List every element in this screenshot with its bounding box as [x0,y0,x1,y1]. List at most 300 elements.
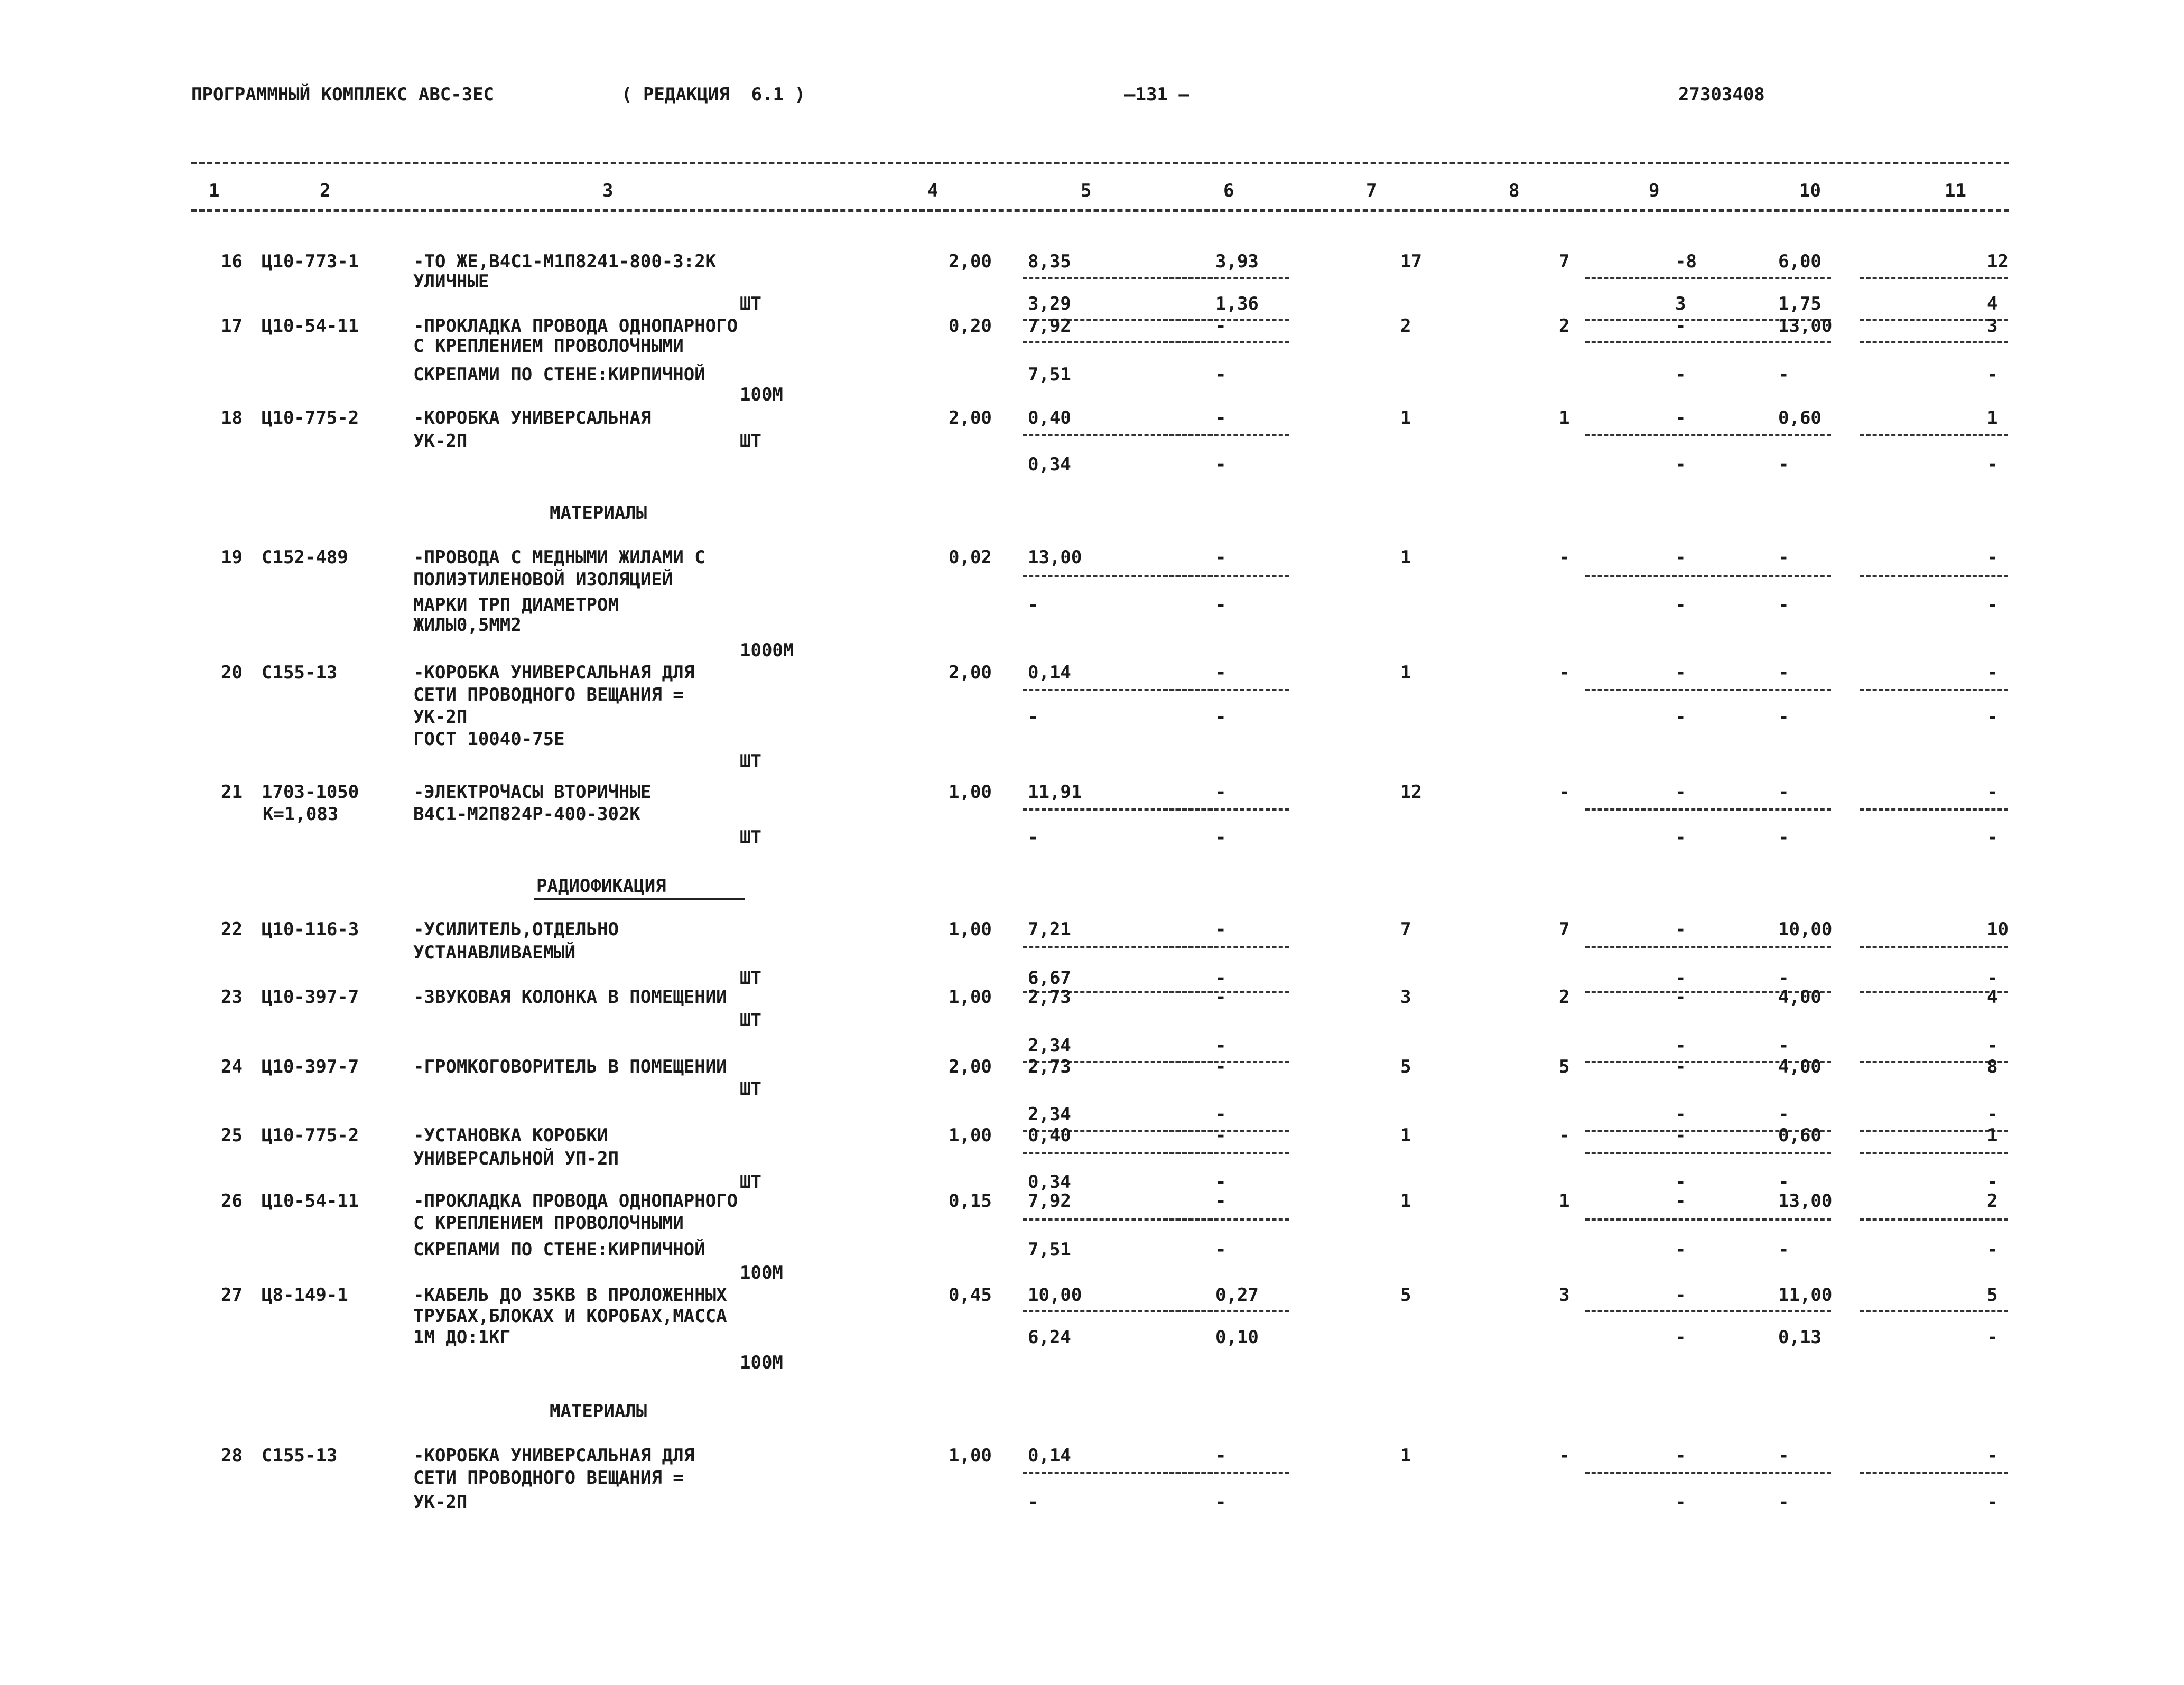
cell-c11: - [1987,781,1998,803]
cell-rule [1704,1152,1831,1154]
cell-rule [1704,434,1831,436]
cell-c9: - [1675,1327,1686,1348]
description: -КОРОБКА УНИВЕРСАЛЬНАЯ ДЛЯ [413,662,695,683]
cell-c11: 5 [1987,1284,1998,1306]
column-header: 1 [209,180,220,201]
cell-c8: - [1559,547,1570,568]
cell-c11: - [1987,1239,1998,1260]
cell-c10: - [1778,1035,1789,1056]
unit-label: ШТ [740,1078,761,1100]
edition-label: ( РЕДАКЦИЯ 6.1 ) [621,84,805,105]
section-underline [534,898,745,900]
cell-c8: - [1559,1445,1570,1466]
cell-c5: 7,92 [1028,1190,1071,1212]
cell-c9: - [1675,1492,1686,1513]
cell-rule [1585,946,1702,948]
cell-c11: 8 [1987,1056,1998,1077]
description: -ПРОКЛАДКА ПРОВОДА ОДНОПАРНОГО [413,1190,738,1212]
cell-c11: - [1987,1171,1998,1193]
description: -ЭЛЕКТРОЧАСЫ ВТОРИЧНЫЕ [413,781,652,803]
cell-c6: 1,36 [1215,293,1259,314]
cell-c7: 1 [1400,407,1411,429]
cell-c4: 1,00 [949,781,992,803]
column-header: 3 [602,180,614,201]
cell-c5: 0,40 [1028,407,1071,429]
column-header: 10 [1799,180,1821,201]
description: -ТО ЖЕ,В4С1-М1П8241-800-3:2К [413,251,717,272]
cell-c11: 1 [1987,407,1998,429]
cell-c10: 4,00 [1778,986,1821,1008]
rate-code: Ц10-54-11 [262,315,359,337]
cell-c5: 11,91 [1028,781,1082,803]
cell-c11: - [1987,454,1998,475]
cell-c10: 1,75 [1778,293,1821,314]
cell-rule [1704,1218,1831,1221]
cell-c5: 13,00 [1028,547,1082,568]
column-header: 4 [927,180,938,201]
cell-rule [1704,1310,1831,1312]
rate-code: Ц10-54-11 [262,1190,359,1212]
cell-rule [1704,689,1831,691]
cell-c4: 0,15 [949,1190,992,1212]
column-header: 2 [320,180,331,201]
cell-rule [1860,1218,2008,1221]
cell-rule [1704,946,1831,948]
cell-c8: - [1559,662,1570,683]
unit-label: ШТ [740,293,761,314]
cell-c9: - [1675,1171,1686,1193]
cell-c9: - [1675,662,1686,683]
column-header: 5 [1081,180,1092,201]
cell-rule [1585,1310,1702,1312]
cell-c9: - [1675,1125,1686,1146]
unit-label: ШТ [740,1010,761,1031]
cell-c10: - [1778,1104,1789,1125]
description: -ПРОКЛАДКА ПРОВОДА ОДНОПАРНОГО [413,315,738,337]
cell-c8: 5 [1559,1056,1570,1077]
table-top-rule [191,162,2009,164]
cell-c11: - [1987,1492,1998,1513]
cell-c9: - [1675,1190,1686,1212]
cell-c6: - [1215,919,1226,940]
cell-c6: - [1215,1492,1226,1513]
cell-rule [1585,575,1702,577]
unit-label: 1000М [740,640,794,661]
cell-rule [1585,689,1702,691]
cell-c5: 0,34 [1028,454,1071,475]
cell-rule [1163,341,1289,343]
cell-c10: - [1778,706,1789,728]
cell-c9: - [1675,1104,1686,1125]
cell-c7: 7 [1400,919,1411,940]
cell-c7: 1 [1400,1125,1411,1146]
cell-c8: 2 [1559,986,1570,1008]
rate-code: С152-489 [262,547,348,568]
cell-c9: - [1675,364,1686,385]
cell-rule [1585,341,1702,343]
cell-c10: 4,00 [1778,1056,1821,1077]
cell-c11: 4 [1987,293,1998,314]
description: ПОЛИЭТИЛЕНОВОЙ ИЗОЛЯЦИЕЙ [413,569,673,590]
description: -ГРОМКОГОВОРИТЕЛЬ В ПОМЕЩЕНИИ [413,1056,727,1077]
cell-c9: - [1675,547,1686,568]
cell-c5: 6,67 [1028,967,1071,989]
description: УК-2П [413,1492,468,1513]
cell-c4: 0,45 [949,1284,992,1306]
cell-c11: - [1987,1035,1998,1056]
cell-rule [1585,808,1702,811]
cell-c11: - [1987,364,1998,385]
cell-c11: 10 [1987,919,2009,940]
cell-rule [1704,808,1831,811]
cell-rule [1585,1218,1702,1221]
description: -КАБЕЛЬ ДО 35КВ В ПРОЛОЖЕННЫХ [413,1284,727,1306]
cell-c5: 2,73 [1028,986,1071,1008]
cell-c5: 7,21 [1028,919,1071,940]
rate-code: Ц10-397-7 [262,986,359,1008]
item-number: 22 [221,919,243,940]
cell-c8: 1 [1559,1190,1570,1212]
rate-code: С155-13 [262,1445,338,1466]
cell-c6: - [1215,1056,1226,1077]
cell-c10: 10,00 [1778,919,1833,940]
cell-c5: - [1028,827,1039,848]
description: -УСТАНОВКА КОРОБКИ [413,1125,608,1146]
cell-rule [1585,1152,1702,1154]
cell-c5: 0,14 [1028,662,1071,683]
item-number: 23 [221,986,243,1008]
cell-c7: 1 [1400,1190,1411,1212]
cell-c5: 0,34 [1028,1171,1071,1193]
cell-rule [1860,319,2008,321]
cell-c6: 0,27 [1215,1284,1259,1306]
cell-c5: 7,92 [1028,315,1071,337]
cell-c5: 6,24 [1028,1327,1071,1348]
cell-c11: - [1987,706,1998,728]
cell-c6: - [1215,986,1226,1008]
section-title: МАТЕРИАЛЫ [550,1401,647,1422]
cell-c5: 3,29 [1028,293,1071,314]
cell-c10: - [1778,547,1789,568]
cell-rule [1163,575,1289,577]
cell-rule [1704,1472,1831,1474]
cell-c11: - [1987,967,1998,989]
cell-c5: 8,35 [1028,251,1071,272]
cell-c7: 3 [1400,986,1411,1008]
cell-c5: - [1028,706,1039,728]
cell-c10: - [1778,967,1789,989]
cell-c9: - [1675,967,1686,989]
cell-c7: 17 [1400,251,1422,272]
cell-c7: 1 [1400,1445,1411,1466]
cell-c4: 1,00 [949,986,992,1008]
description: -ЗВУКОВАЯ КОЛОНКА В ПОМЕЩЕНИИ [413,986,727,1008]
cell-rule [1704,575,1831,577]
column-header: 11 [1945,180,1966,201]
cell-c6: 0,10 [1215,1327,1259,1348]
description: В4С1-М2П824Р-400-302К [413,804,640,825]
cell-c9: - [1675,1035,1686,1056]
rate-code: Ц8-149-1 [262,1284,348,1306]
cell-c4: 1,00 [949,1125,992,1146]
cell-c11: - [1987,1445,1998,1466]
unit-label: 100М [740,384,783,405]
cell-c9: - [1675,1239,1686,1260]
cell-c10: - [1778,827,1789,848]
cell-c10: - [1778,364,1789,385]
rate-code: Ц10-397-7 [262,1056,359,1077]
cell-c5: 7,51 [1028,1239,1071,1260]
item-number: 21 [221,781,243,803]
cell-c10: - [1778,1171,1789,1193]
cell-c5: 0,40 [1028,1125,1071,1146]
cell-c9: - [1675,594,1686,616]
cell-c5: - [1028,1492,1039,1513]
cell-c10: - [1778,594,1789,616]
description: С КРЕПЛЕНИЕМ ПРОВОЛОЧНЫМИ [413,336,684,357]
item-number: 27 [221,1284,243,1306]
cell-c11: 12 [1987,251,2009,272]
cell-rule [1860,1472,2008,1474]
cell-c6: - [1215,407,1226,429]
cell-c6: - [1215,1190,1226,1212]
cell-rule [1163,277,1289,279]
program-title: ПРОГРАММНЫЙ КОМПЛЕКС АВС-3ЕС [191,84,495,105]
cell-c8: 7 [1559,251,1570,272]
cell-c6: - [1215,662,1226,683]
cell-c8: - [1559,1125,1570,1146]
cell-c5: 2,34 [1028,1104,1071,1125]
description: СЕТИ ПРОВОДНОГО ВЕЩАНИЯ = [413,684,684,705]
cell-c7: 5 [1400,1056,1411,1077]
cell-rule [1163,1310,1289,1312]
description: СЕТИ ПРОВОДНОГО ВЕЩАНИЯ = [413,1467,684,1488]
cell-c9: - [1675,1445,1686,1466]
rate-code: С155-13 [262,662,338,683]
rate-code: Ц10-116-3 [262,919,359,940]
cell-rule [1860,434,2008,436]
cell-c10: 0,60 [1778,407,1821,429]
cell-c6: - [1215,547,1226,568]
cell-rule [1163,1218,1289,1221]
cell-c10: 11,00 [1778,1284,1833,1306]
cell-c9: - [1675,986,1686,1008]
cell-c7: 1 [1400,547,1411,568]
cell-c11: 4 [1987,986,1998,1008]
cell-c7: 12 [1400,781,1422,803]
cell-c4: 2,00 [949,251,992,272]
cell-c6: - [1215,315,1226,337]
cell-c10: 13,00 [1778,1190,1833,1212]
cell-rule [1860,575,2008,577]
cell-c10: 13,00 [1778,315,1833,337]
description: ГОСТ 10040-75Е [413,729,565,750]
rate-code: К=1,083 [263,804,339,825]
cell-c6: - [1215,1445,1226,1466]
cell-c6: - [1215,781,1226,803]
item-number: 20 [221,662,243,683]
cell-c10: - [1778,1445,1789,1466]
cell-rule [1163,689,1289,691]
description: СКРЕПАМИ ПО СТЕНЕ:КИРПИЧНОЙ [413,364,705,385]
description: ЖИЛЫ0,5ММ2 [413,615,522,636]
cell-c5: 10,00 [1028,1284,1082,1306]
cell-rule [1704,277,1831,279]
description: СКРЕПАМИ ПО СТЕНЕ:КИРПИЧНОЙ [413,1239,705,1260]
cell-c4: 2,00 [949,662,992,683]
cell-c8: 2 [1559,315,1570,337]
unit-label: 100М [740,1262,783,1283]
cell-c7: 1 [1400,662,1411,683]
cell-c11: 1 [1987,1125,1998,1146]
cell-c11: - [1987,662,1998,683]
rate-code: Ц10-775-2 [262,1125,359,1146]
cell-c9: 3 [1675,293,1686,314]
cell-c4: 0,20 [949,315,992,337]
description: УНИВЕРСАЛЬНОЙ УП-2П [413,1148,619,1169]
description: 1М ДО:1КГ [413,1327,511,1348]
cell-c8: 3 [1559,1284,1570,1306]
cell-c10: - [1778,1239,1789,1260]
cell-c5: 2,73 [1028,1056,1071,1077]
cell-rule [1163,946,1289,948]
cell-c10: 6,00 [1778,251,1821,272]
description: УСТАНАВЛИВАЕМЫЙ [413,942,576,963]
cell-rule [1163,1472,1289,1474]
rate-code: Ц10-775-2 [262,407,359,429]
description: С КРЕПЛЕНИЕМ ПРОВОЛОЧНЫМИ [413,1213,684,1234]
cell-c10: 0,13 [1778,1327,1821,1348]
description: -КОРОБКА УНИВЕРСАЛЬНАЯ ДЛЯ [413,1445,695,1466]
unit-label: 100М [740,1352,783,1373]
cell-rule [1860,277,2008,279]
cell-c5: - [1028,594,1039,616]
cell-c5: 0,14 [1028,1445,1071,1466]
description: МАРКИ ТРП ДИАМЕТРОМ [413,594,619,616]
unit-label: ШТ [740,1171,761,1193]
cell-c8: 7 [1559,919,1570,940]
rate-code: 1703-1050 [262,781,359,803]
cell-c6: - [1215,1239,1226,1260]
rate-code: Ц10-773-1 [262,251,359,272]
cell-c5: 7,51 [1028,364,1071,385]
cell-c11: 3 [1987,315,1998,337]
cell-c10: - [1778,454,1789,475]
cell-c11: - [1987,827,1998,848]
cell-c9: - [1675,1284,1686,1306]
item-number: 16 [221,251,243,272]
item-number: 18 [221,407,243,429]
cell-c4: 1,00 [949,919,992,940]
cell-rule [1704,341,1831,343]
cell-rule [1860,1152,2008,1154]
document-code: 27303408 [1678,84,1765,105]
cell-c9: - [1675,454,1686,475]
cell-rule [1163,808,1289,811]
page-number: —131 — [1124,84,1189,105]
cell-c9: - [1675,407,1686,429]
cell-c10: - [1778,781,1789,803]
unit-label: ШТ [740,827,761,848]
column-header: 9 [1649,180,1660,201]
cell-c10: - [1778,1492,1789,1513]
cell-rule [1585,277,1702,279]
cell-c6: - [1215,827,1226,848]
cell-c6: - [1215,454,1226,475]
cell-rule [1860,1130,2008,1132]
item-number: 24 [221,1056,243,1077]
cell-c6: - [1215,1035,1226,1056]
cell-rule [1860,808,2008,811]
cell-c11: - [1987,1104,1998,1125]
cell-rule [1585,1472,1702,1474]
cell-c4: 1,00 [949,1445,992,1466]
column-header: 7 [1366,180,1377,201]
cell-c10: - [1778,662,1789,683]
cell-c6: - [1215,967,1226,989]
description: УЛИЧНЫЕ [413,271,489,292]
cell-c7: 2 [1400,315,1411,337]
column-header: 6 [1223,180,1234,201]
cell-c11: 2 [1987,1190,1998,1212]
cell-rule [1860,946,2008,948]
unit-label: ШТ [740,431,761,452]
cell-c5: 2,34 [1028,1035,1071,1056]
cell-c9: - [1675,781,1686,803]
cell-c6: - [1215,594,1226,616]
cell-rule [1860,991,2008,993]
cell-c11: - [1987,547,1998,568]
item-number: 17 [221,315,243,337]
cell-rule [1860,1310,2008,1312]
cell-rule [1860,689,2008,691]
cell-c6: - [1215,1171,1226,1193]
cell-c4: 2,00 [949,407,992,429]
unit-label: ШТ [740,751,761,772]
cell-c8: - [1559,781,1570,803]
table-header-bottom-rule [191,209,2009,212]
cell-c11: - [1987,1327,1998,1348]
cell-c6: - [1215,1125,1226,1146]
description: УК-2П [413,431,468,452]
item-number: 28 [221,1445,243,1466]
cell-c6: - [1215,1104,1226,1125]
item-number: 25 [221,1125,243,1146]
description: -ПРОВОДА С МЕДНЫМИ ЖИЛАМИ С [413,547,705,568]
cell-c9: - [1675,315,1686,337]
cell-rule [1163,434,1289,436]
item-number: 19 [221,547,243,568]
description: ТРУБАХ,БЛОКАХ И КОРОБАХ,МАССА [413,1306,727,1327]
cell-c6: 3,93 [1215,251,1259,272]
section-title: МАТЕРИАЛЫ [550,502,647,524]
cell-c4: 0,02 [949,547,992,568]
cell-c9: - [1675,827,1686,848]
cell-c4: 2,00 [949,1056,992,1077]
cell-c6: - [1215,706,1226,728]
section-title: РАДИОФИКАЦИЯ [536,876,666,897]
cell-c10: 0,60 [1778,1125,1821,1146]
unit-label: ШТ [740,967,761,989]
cell-c6: - [1215,364,1226,385]
item-number: 26 [221,1190,243,1212]
cell-c8: 1 [1559,407,1570,429]
column-header: 8 [1509,180,1520,201]
description: -КОРОБКА УНИВЕРСАЛЬНАЯ [413,407,652,429]
cell-rule [1860,341,2008,343]
description: -УСИЛИТЕЛЬ,ОТДЕЛЬНО [413,919,619,940]
cell-c9: - [1675,1056,1686,1077]
